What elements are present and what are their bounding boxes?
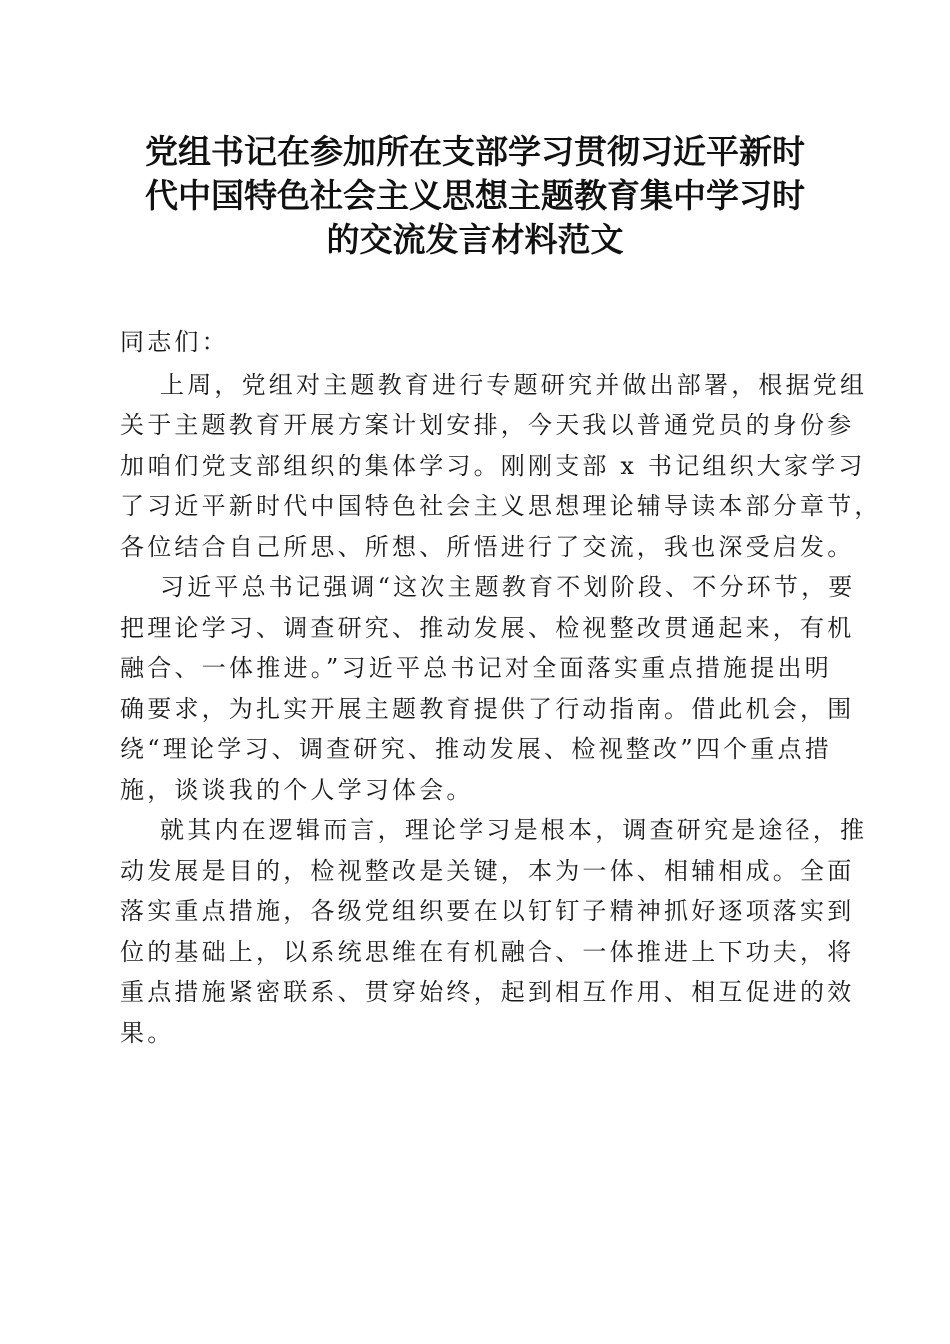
paragraph-line: 确要求，为扎实开展主题教育提供了行动指南。借此机会，围: [120, 694, 855, 723]
title-line: 代中国特色社会主义思想主题教育集中学习时: [145, 176, 805, 215]
title-line: 的交流发言材料范文: [326, 220, 624, 259]
paragraph-line: 融合、一体推进。”习近平总书记对全面落实重点措施提出明: [120, 654, 832, 682]
document-title: [110, 130, 840, 262]
paragraph-line: 上周，党组对主题教育进行专题研究并做出部署，根据党组: [160, 370, 868, 399]
paragraph-1: [120, 365, 882, 568]
paragraph-line: 了习近平新时代中国特色社会主义思想理论辅导读本部分章节，: [120, 492, 882, 520]
paragraph-3: [120, 810, 868, 1053]
paragraph-line: 就其内在逻辑而言，理论学习是根本，调查研究是途径，推: [160, 816, 868, 844]
paragraph-line: 各位结合自己所思、所想、所悟进行了交流，我也深受启发。: [120, 532, 855, 561]
paragraph-line: 关于主题教育开展方案计划安排，今天我以普通党员的身份参: [120, 411, 855, 439]
document-body: [120, 322, 882, 1053]
title-line: 党组书记在参加所在支部学习贯彻习近平新时: [145, 132, 805, 171]
paragraph-line: 落实重点措施，各级党组织要在以钉钉子精神抓好逐项落实到: [120, 897, 855, 925]
paragraph-line: 绕“理论学习、调查研究、推动发展、检视整改”四个重点措: [120, 735, 832, 763]
paragraph-2: [120, 567, 856, 810]
paragraph-line: 把理论学习、调查研究、推动发展、检视整改贯通起来，有机: [120, 613, 855, 642]
salutation: 同志们：: [120, 328, 229, 356]
paragraph-line: 习近平总书记强调“这次主题教育不划阶段、不分环节，要: [160, 573, 856, 601]
paragraph-line: 施，谈谈我的个人学习体会。: [120, 775, 474, 804]
paragraph-line: 果。: [120, 1018, 175, 1047]
paragraph-line: 重点措施紧密联系、贯穿始终，起到相互作用、相互促进的效: [120, 978, 855, 1006]
paragraph-line: 动发展是目的，检视整改是关键，本为一体、相辅相成。全面: [120, 856, 855, 885]
paragraph-line: 位的基础上，以系统思维在有机融合、一体推进上下功夫，将: [120, 937, 855, 966]
paragraph-line: 加咱们党支部组织的集体学习。刚刚支部 x 书记组织大家学习: [120, 451, 866, 480]
